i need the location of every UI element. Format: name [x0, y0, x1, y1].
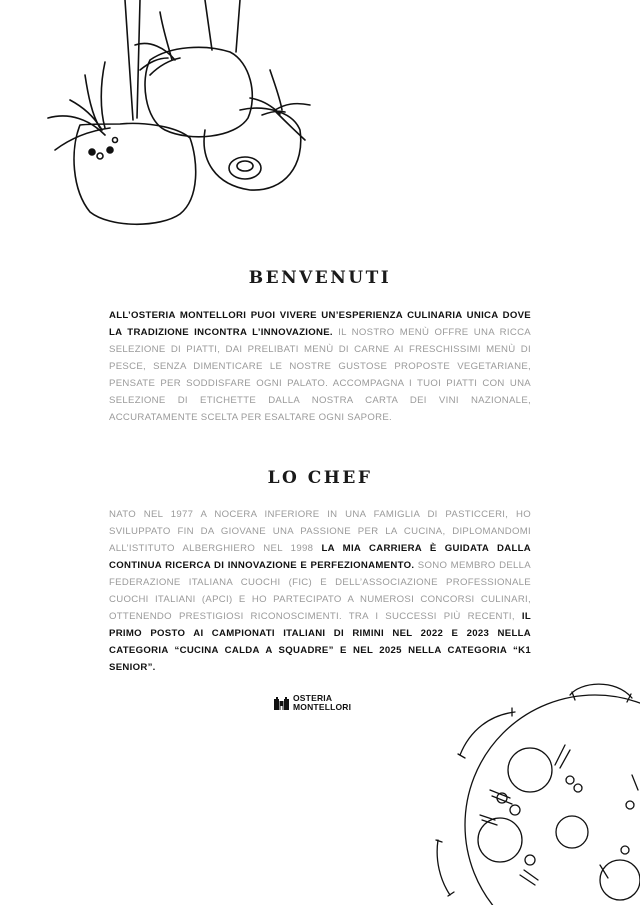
chef-intro: NATO NEL 1977 A NOCERA INFERIORE IN UNA FAMIGLIA DI PASTICCERI, HO SVILUPPATO FIN DA GIOVANE UNA PASSIONE PER LA CUCINA, DIPLOMANDOMI ALL’ISTITUTO ALBERGHIERO NEL 1998 [109, 509, 531, 554]
castle-icon [274, 696, 289, 710]
osteria-logo [274, 694, 351, 712]
round-table-illustration [420, 680, 640, 905]
chef-middle: SONO MEMBRO DELLA FEDERAZIONE ITALIANA CUOCHI (FIC) E DELL’ASSOCIAZIONE PROFESSIONALE CUOCHI ITALIANI (APCI) E HO PARTECIPATO A NUMEROSI CONCORSI CULINARI, OTTENENDO PRESTIGIOSI RICONOSCIMENTI. TRA I SUCCESSI PIÙ RECENTI, [109, 560, 531, 622]
chef-career: LA MIA CARRIERA È GUIDATA DALLA CONTINUA RICERCA DI INNOVAZIONE E PERFEZIONAMENTO. [109, 543, 531, 571]
chef-title: LO CHEF [267, 468, 373, 488]
welcome-paragraph [109, 307, 531, 426]
logo-line-2: MONTELLORI [293, 702, 352, 712]
welcome-title: BENVENUTI [248, 268, 392, 288]
logo-line-1: OSTERIA [293, 693, 333, 703]
hanging-plants-illustration [0, 0, 640, 240]
welcome-lead: ALL’OSTERIA MONTELLORI PUOI VIVERE UN’ESPERIENZA CULINARIA UNICA DOVE LA TRADIZIONE INCONTRA L’INNOVAZIONE. [109, 310, 531, 338]
welcome-body: IL NOSTRO MENÙ OFFRE UNA RICCA SELEZIONE DI PIATTI, DAI PRELIBATI MENÙ DI CARNE AI FRESCHISSIMI MENÙ DI PESCE, SENZA DIMENTICARE LE NOSTRE GUSTOSE PROPOSTE VEGETARIANE, PENSATE PER SODDISFARE OGNI PALATO. ACCOMPAGNA I TUOI PIATTI CON UNA SELEZIONE DI ETICHETTE DALLA NOSTRA CARTA DEI VINI NAZIONALE, ACCURATAMENTE SCELTA PER ESALTARE OGNI SAPORE. [109, 327, 531, 423]
chef-awards: IL PRIMO POSTO AI CAMPIONATI ITALIANI DI RIMINI NEL 2022 E 2023 NELLA CATEGORIA “CUCINA CALDA A SQUADRE” E NEL 2025 NELLA CATEGORIA “K1 SENIOR”. [109, 611, 531, 673]
chef-paragraph [109, 506, 531, 676]
